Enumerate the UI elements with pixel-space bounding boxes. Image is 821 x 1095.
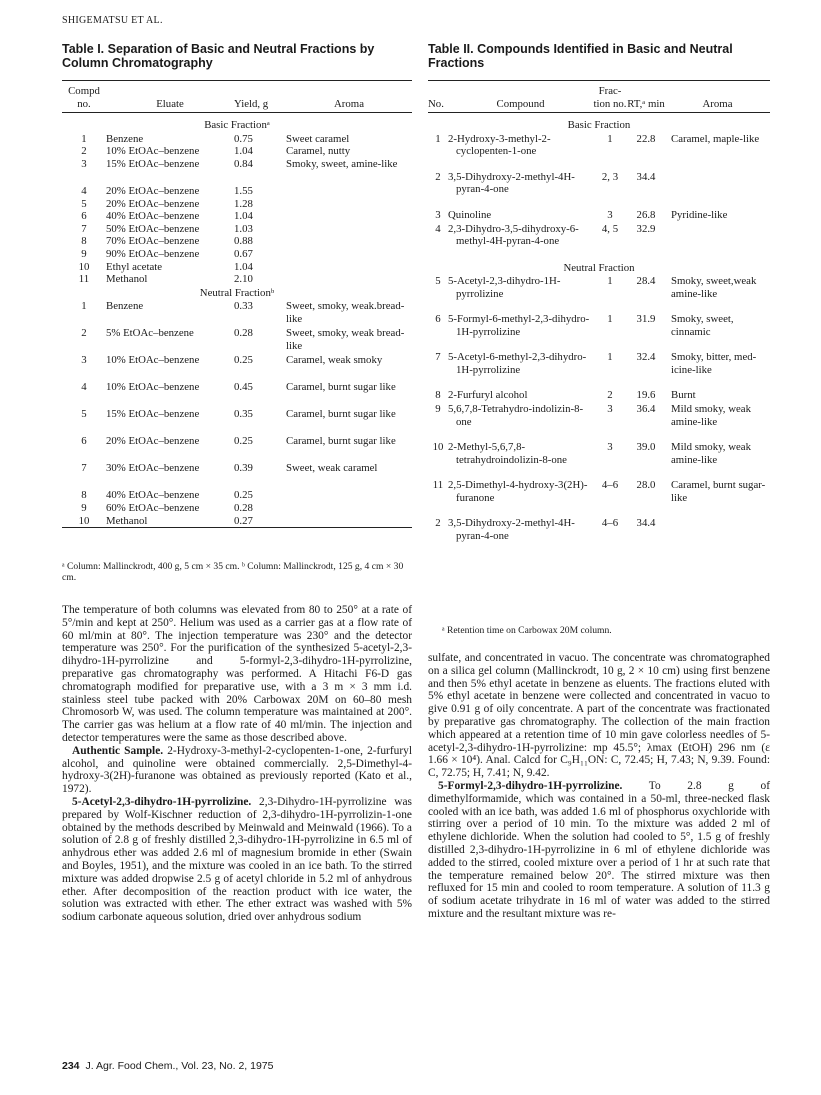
table2-cell-no: 7	[435, 351, 441, 364]
table2-cell-no: 8	[435, 389, 441, 402]
table1-row	[62, 327, 412, 354]
table1-cell-eluate: 30% EtOAc–benzene	[106, 462, 200, 475]
paragraph-text: 2,3-Dihydro-1H-pyrrolizine was prepared by Wolf-Kischner reduction of 2,3-dihydro-1H-pyrrolizin-1-one obtained by the methods described by Meinwald and Meinwald (1966). To a solution of 2.8 g of freshly distilled 2,3-dihydro-1H-pyrrolizine in 6.5 ml of anhydrous ether was added 2.6 ml of magnesium bromide in ether (Swain and Boyles, 1951), and the mixture was cooled in an ice bath. To the stirred mixture was added dropwise 2.5 g of acetyl chloride in 5.2 ml of anhydrous ether. After decomposition of the reaction product with ice water, the solution was extracted with ether. The ether extract was washed with 5% sodium carbonate aqueous solution, dried over anhydrous sodium	[62, 795, 412, 924]
subsection-heading: Authentic Sample.	[72, 744, 164, 757]
table1-footnote: ᵃ Column: Mallinckrodt, 400 g, 5 cm × 35 cm. ᵇ Column: Mallinckrodt, 125 g, 4 cm × 30 cm.	[62, 561, 404, 584]
table1-cell-eluate: 70% EtOAc–benzene	[106, 235, 200, 248]
table1-cell-yield: 0.67	[234, 247, 253, 260]
table2-cell-no: 9	[435, 403, 441, 416]
table1-header-aroma: Aroma	[334, 97, 364, 110]
table1-cell-yield: 1.03	[234, 222, 253, 235]
left-text-column	[62, 604, 412, 924]
table2-cell-rt: 32.9	[636, 222, 656, 235]
table1-cell-eluate: Methanol	[106, 273, 148, 286]
table1-cell-no: 5	[81, 197, 87, 210]
table2-cell-rt: 28.4	[636, 275, 656, 288]
table2-row	[428, 403, 770, 441]
table2-cell-fraction: 4–6	[601, 517, 619, 530]
table1-row	[62, 515, 412, 528]
table1-row	[62, 435, 412, 462]
table2-row	[428, 171, 770, 209]
table1-cell-no: 4	[81, 184, 87, 197]
table1-cell-no: 6	[81, 435, 87, 448]
table1-cell-aroma: Caramel, burnt sugar like	[286, 435, 396, 448]
table1-cell-eluate: 50% EtOAc–benzene	[106, 222, 200, 235]
table1-header-yield: Yield, g	[234, 97, 269, 110]
table2-cell-fraction: 4, 5	[601, 222, 619, 235]
table1-cell-aroma	[286, 489, 412, 502]
table1-body	[62, 113, 412, 528]
table2-row	[428, 351, 770, 389]
left-column-paragraph	[62, 796, 412, 924]
table1-cell-eluate: Benzene	[106, 132, 144, 145]
table2-cell-compound: Quinoline	[448, 208, 492, 221]
table1-cell-eluate: 40% EtOAc–benzene	[106, 210, 200, 223]
table2-cell-aroma: Pyridine-like	[671, 208, 728, 221]
table2-cell-rt: 26.8	[636, 208, 656, 221]
table1-cell-yield: 0.28	[234, 501, 253, 514]
table1-cell-eluate: Ethyl acetate	[106, 260, 163, 273]
right-column-paragraph	[428, 780, 770, 921]
table1-cell-eluate: 10% EtOAc–benzene	[106, 145, 200, 158]
table1-row	[62, 408, 412, 435]
paragraph-text: 2-Hydroxy-3-methyl-2-cyclopenten-1-one, 2-furfuryl alcohol, and quinoline were obtained commercially. 2,5-Dimethyl-4-hydroxy-3(2H)-furanone was obtained as previously reported (Kato et al., 1972).	[62, 744, 412, 796]
table1-section-row	[62, 113, 412, 133]
table2-cell-fraction: 2	[607, 389, 613, 402]
table1-row	[62, 489, 412, 502]
table1-cell-no: 9	[81, 247, 87, 260]
table2-header-rt: RT,ᵃ min	[627, 97, 665, 110]
table1-cell-aroma	[286, 223, 412, 236]
table1-row	[62, 198, 412, 211]
table1-cell-eluate: 20% EtOAc–benzene	[106, 197, 200, 210]
table2-cell-rt: 34.4	[636, 517, 656, 530]
table1-cell-aroma: Caramel, nutty	[286, 145, 351, 158]
table2-cell-rt: 31.9	[636, 313, 656, 326]
table1-row	[62, 248, 412, 261]
table2-cell-rt: 36.4	[636, 403, 656, 416]
table1-cell-yield: 1.04	[234, 210, 253, 223]
table1-cell-eluate: 5% EtOAc–benzene	[106, 327, 194, 340]
table1-cell-aroma	[286, 210, 412, 223]
table2-cell-rt: 39.0	[636, 441, 656, 454]
table1-cell-no: 3	[81, 157, 87, 170]
table2-cell-no: 2	[435, 517, 441, 530]
table1-cell-aroma: Smoky, sweet, amine-like	[286, 157, 398, 170]
table1-cell-no: 11	[78, 273, 90, 286]
paragraph-text: The temperature of both columns was elevated from 80 to 250° at a rate of 5°/min and kept at 250°. Helium was used as a carrier gas at a flow rate of 60 ml/min at 80°. The injection temperature was 230° and the detector temperature was 250°. For the purification of the synthesized 5-acetyl-2,3-dihydro-1H-pyrrolizine and 5-formyl-2,3-dihydro-1H-pyrrolizine, preparative gas chromatography was performed. A Hitachi F6-D gas chromatograph modified for preparative use, with a 3 m × 3 mm i.d. stainless steel tube packed with 20% Carbowax 20M on 60–80 mesh Chromosorb W, was used. The column temperature was maintained at 200°. The carrier gas was helium at a flow rate of 40 ml/min. The injection and detector temperatures were the same as those described above.	[62, 604, 412, 744]
table2-cell-fraction: 1	[607, 132, 613, 145]
table2-section-row	[428, 113, 770, 133]
table2-cell-aroma: Burnt	[671, 389, 696, 402]
table2-cell-compound: 2-Hydroxy-3-methyl-2-cyclopenten-1-one	[448, 132, 551, 158]
table1-row	[62, 223, 412, 236]
table1-cell-yield: 0.39	[234, 462, 253, 475]
table2-cell-no: 3	[435, 208, 441, 221]
table1-cell-no: 7	[81, 462, 87, 475]
table2-row	[428, 313, 770, 351]
table1-row	[62, 133, 412, 146]
table2-cell-aroma	[665, 171, 770, 209]
table1-cell-no: 7	[81, 222, 87, 235]
table2-cell-rt: 22.8	[636, 132, 656, 145]
table1-cell-yield: 0.25	[234, 435, 253, 448]
table2-row	[428, 133, 770, 171]
running-head: SHIGEMATSU ET AL.	[62, 15, 163, 26]
table2-cell-fraction: 2, 3	[601, 170, 619, 183]
table1-cell-aroma	[286, 261, 412, 274]
table2-cell-compound: 2-Furfuryl alcohol	[448, 389, 528, 402]
table2-row	[428, 517, 770, 555]
table1-row	[62, 210, 412, 223]
table2-row	[428, 441, 770, 479]
table1-cell-eluate: 10% EtOAc–benzene	[106, 354, 200, 367]
table1-cell-no: 5	[81, 408, 87, 421]
table2-cell-rt: 34.4	[636, 170, 656, 183]
table2-cell-compound: 3,5-Dihydroxy-2-methyl-4H-pyran-4-one	[448, 517, 575, 542]
table2-cell-no: 2	[435, 170, 441, 183]
left-column-paragraph	[62, 604, 412, 745]
table2-cell-aroma: Smoky, bitter, med-icine-like	[671, 351, 757, 376]
table2-cell-compound: 2,3-Dihydro-3,5-dihydroxy-6-methyl-4H-pyran-4-one	[448, 222, 579, 248]
table2-cell-no: 6	[435, 313, 441, 326]
table1-cell-yield: 1.55	[234, 184, 253, 197]
table2-cell-no: 1	[435, 132, 441, 145]
table1-cell-no: 8	[81, 235, 87, 248]
page-number: 234	[62, 1060, 80, 1072]
table2-cell-fraction: 1	[607, 275, 613, 288]
table1-cell-yield: 2.10	[234, 273, 253, 286]
table1-cell-aroma	[286, 515, 412, 528]
table2-row	[428, 223, 770, 261]
table1-cell-yield: 0.27	[234, 514, 253, 527]
table1-row	[62, 502, 412, 515]
table2-cell-aroma: Smoky, sweet,weak amine-like	[671, 275, 757, 300]
table2-cell-compound: 5-Acetyl-2,3-dihydro-1H-pyrrolizine	[448, 275, 561, 300]
table2-cell-compound: 5-Acetyl-6-methyl-2,3-dihydro-1H-pyrrolizine	[448, 351, 587, 376]
table1-cell-aroma	[286, 185, 412, 198]
table1-section-title: Neutral Fractionᵇ	[199, 286, 275, 299]
table1-cell-aroma: Sweet, weak caramel	[286, 462, 378, 475]
table1-cell-eluate: 15% EtOAc–benzene	[106, 157, 200, 170]
table1-cell-yield: 1.04	[234, 260, 253, 273]
table1-row	[62, 158, 412, 185]
table1-cell-aroma	[286, 235, 412, 248]
table2-cell-compound: 5-Formyl-6-methyl-2,3-dihydro-1H-pyrrolizine	[448, 313, 590, 338]
table1-cell-yield: 0.75	[234, 132, 253, 145]
table2-cell-aroma	[665, 517, 770, 555]
table1-cell-no: 10	[78, 260, 90, 273]
table2-section-title: Neutral Fraction	[563, 261, 635, 274]
table2-section-row	[428, 261, 770, 276]
table2-section-title: Basic Fraction	[567, 119, 631, 132]
subsection-heading: 5-Acetyl-2,3-dihydro-1H-pyrrolizine.	[72, 795, 252, 808]
table2-cell-compound: 5,6,7,8-Tetrahydro-indolizin-8-one	[448, 403, 584, 428]
table1-cell-eluate: Methanol	[106, 514, 148, 527]
table1-cell-eluate: 20% EtOAc–benzene	[106, 184, 200, 197]
table2-body	[428, 113, 770, 556]
table1-cell-aroma: Caramel, burnt sugar like	[286, 408, 396, 421]
table1-row	[62, 381, 412, 408]
table1-cell-eluate: 20% EtOAc–benzene	[106, 435, 200, 448]
table1-cell-yield: 0.35	[234, 408, 253, 421]
journal-citation: J. Agr. Food Chem., Vol. 23, No. 2, 1975	[85, 1060, 274, 1072]
table1-cell-no: 10	[78, 514, 90, 527]
table1-cell-aroma	[286, 248, 412, 261]
table1-cell-yield: 0.33	[234, 300, 253, 313]
table1-cell-no: 6	[81, 210, 87, 223]
subsection-heading: 5-Formyl-2,3-dihydro-1H-pyrrolizine.	[438, 779, 623, 792]
table2-footnote: ᵃ Retention time on Carbowax 20M column.	[442, 625, 612, 636]
table1-cell-yield: 0.25	[234, 489, 253, 502]
table1-cell-no: 8	[81, 489, 87, 502]
table2-cell-fraction: 3	[607, 441, 613, 454]
table1-cell-aroma: Sweet, smoky, weak.bread-like	[286, 300, 405, 325]
table1-cell-aroma: Caramel, weak smoky	[286, 354, 383, 367]
left-column-paragraph	[62, 745, 412, 796]
table2	[428, 80, 770, 555]
table1-cell-yield: 1.28	[234, 197, 253, 210]
table1-cell-eluate: 15% EtOAc–benzene	[106, 408, 200, 421]
table1-cell-eluate: 40% EtOAc–benzene	[106, 489, 200, 502]
table2-header-fraction: Frac-tion no.	[593, 85, 627, 110]
table1-cell-eluate: 60% EtOAc–benzene	[106, 501, 200, 514]
table1-cell-no: 4	[81, 381, 87, 394]
table1-row	[62, 273, 412, 286]
table2-cell-aroma: Caramel, maple-like	[671, 132, 760, 145]
table1-cell-aroma: Sweet, smoky, weak bread-like	[286, 327, 405, 352]
table2-row	[428, 209, 770, 223]
table1-cell-yield: 0.28	[234, 327, 253, 340]
table1-cell-yield: 0.25	[234, 354, 253, 367]
right-text-column	[428, 652, 770, 921]
table2-cell-aroma: Smoky, sweet, cinnamic	[671, 313, 734, 338]
table2-cell-fraction: 1	[607, 351, 613, 364]
table1-row	[62, 462, 412, 489]
table2-row	[428, 479, 770, 517]
table2-cell-no: 4	[435, 222, 441, 235]
table1-row	[62, 185, 412, 198]
table1-cell-eluate: 10% EtOAc–benzene	[106, 381, 200, 394]
table2-header-compound: Compound	[496, 97, 545, 110]
table1-header-no: Compd no.	[68, 85, 100, 110]
table1-cell-eluate: Benzene	[106, 300, 144, 313]
table2-row	[428, 389, 770, 403]
table1-cell-eluate: 90% EtOAc–benzene	[106, 247, 200, 260]
table2-cell-rt: 28.0	[636, 479, 656, 492]
table2-cell-aroma: Mild smoky, weak amine-like	[671, 403, 751, 428]
table1-row	[62, 145, 412, 158]
table2-cell-compound: 2-Methyl-5,6,7,8-tetrahydroindolizin-8-one	[448, 441, 567, 466]
table1-cell-no: 1	[81, 132, 87, 145]
table1-cell-no: 3	[81, 354, 87, 367]
table1-cell-yield: 1.04	[234, 145, 253, 158]
table2-cell-compound: 2,5-Dimethyl-4-hydroxy-3(2H)-furanone	[448, 479, 588, 504]
table2-cell-fraction: 4–6	[601, 479, 619, 492]
table1-cell-yield: 0.84	[234, 157, 253, 170]
table2-cell-fraction: 1	[607, 313, 613, 326]
table1-caption: Table I. Separation of Basic and Neutral Fractions by Column Chromatography	[62, 42, 375, 70]
table1-cell-yield: 0.88	[234, 235, 253, 248]
table2-caption: Table II. Compounds Identified in Basic and Neutral Fractions	[428, 42, 733, 70]
paragraph-text: sulfate, and concentrated in vacuo. The concentrate was chromatographed on a silica gel column (Mallinckrodt, 10 g, 2 × 10 cm) using first benzene and then 5% ethyl acetate in benzene as eluents. The fractions eluted with 5% ethyl acetate in benzene were collected and concentrated in vacuo to give 0.91 g of oily concentrate. A part of the concentrate was fractionated by preparative gas chromatography. The collection of the main fraction which appeared at a retention time of 10 min gave colorless needles of 5-acetyl-2,3-dihydro-1H-pyrrolizine: mp 45.5°; λmax (EtOH) 296 nm (ε 1.66 × 10⁴). Anal. Calcd for C₉H₁₁ON: C, 72.45; H, 7.43; N, 9.39. Found: C, 72.75; H, 7.41; N, 9.42.	[428, 652, 770, 780]
table1-cell-no: 2	[81, 327, 87, 340]
table1-cell-aroma: Caramel, burnt sugar like	[286, 381, 396, 394]
table1-cell-no: 2	[81, 145, 87, 158]
table2-header-no: No.	[428, 97, 444, 110]
table1-section-row	[62, 286, 412, 301]
table2-cell-rt: 32.4	[636, 351, 656, 364]
table1-row	[62, 261, 412, 274]
table2-cell-compound: 3,5-Dihydroxy-2-methyl-4H-pyran-4-one	[448, 170, 575, 196]
table2-cell-aroma: Caramel, burnt sugar-like	[671, 479, 766, 504]
table1-cell-aroma	[286, 502, 412, 515]
table2-header-aroma: Aroma	[702, 97, 733, 110]
table2-cell-aroma: Mild smoky, weak amine-like	[671, 441, 751, 466]
table1-cell-aroma	[286, 198, 412, 211]
table2-cell-no: 5	[435, 275, 441, 288]
table1-cell-yield: 0.45	[234, 381, 253, 394]
table2-cell-fraction: 3	[607, 403, 613, 416]
table1-row	[62, 300, 412, 327]
table2-cell-no: 10	[432, 441, 444, 454]
table1-cell-no: 9	[81, 501, 87, 514]
table1	[62, 80, 412, 528]
table1-cell-aroma	[286, 273, 412, 286]
page-footer	[62, 1060, 273, 1072]
table1-cell-no: 1	[81, 300, 87, 313]
table1-section-title: Basic Fractionᵃ	[204, 119, 270, 132]
table2-cell-no: 11	[432, 479, 444, 492]
table1-header-eluate: Eluate	[156, 97, 184, 110]
paragraph-text: To 2.8 g of dimethylformamide, which was contained in a 50-ml, three-necked flask cooled with an ice bath, was added 1.6 ml of phosphorus oxychloride with stirring over a period of 10 min. To the mixture was added 2 ml of ethylene dichloride. When the solution had cooled to 5°, 1.5 g of freshly distilled 2,3-dihydro-1H-pyrrolizine in 6 ml of ethylene dichloride was added to the stirred, cooled mixture over a period of 1 hr at such rate that the temperature remained below 20°. The stirred mixture was then refluxed for 15 min and cooled to room temperature. A solution of 11.3 g of sodium acetate trihydrate in 16 ml of water was added to the stirred mixture and the resultant mixture was re-	[428, 779, 770, 920]
table2-cell-rt: 19.6	[636, 389, 656, 402]
table2-cell-fraction: 3	[607, 208, 613, 221]
table1-cell-aroma: Sweet caramel	[286, 132, 350, 145]
table1-row	[62, 354, 412, 381]
table2-row	[428, 275, 770, 313]
table1-row	[62, 235, 412, 248]
table2-cell-aroma	[665, 223, 770, 261]
right-column-paragraph	[428, 652, 770, 780]
